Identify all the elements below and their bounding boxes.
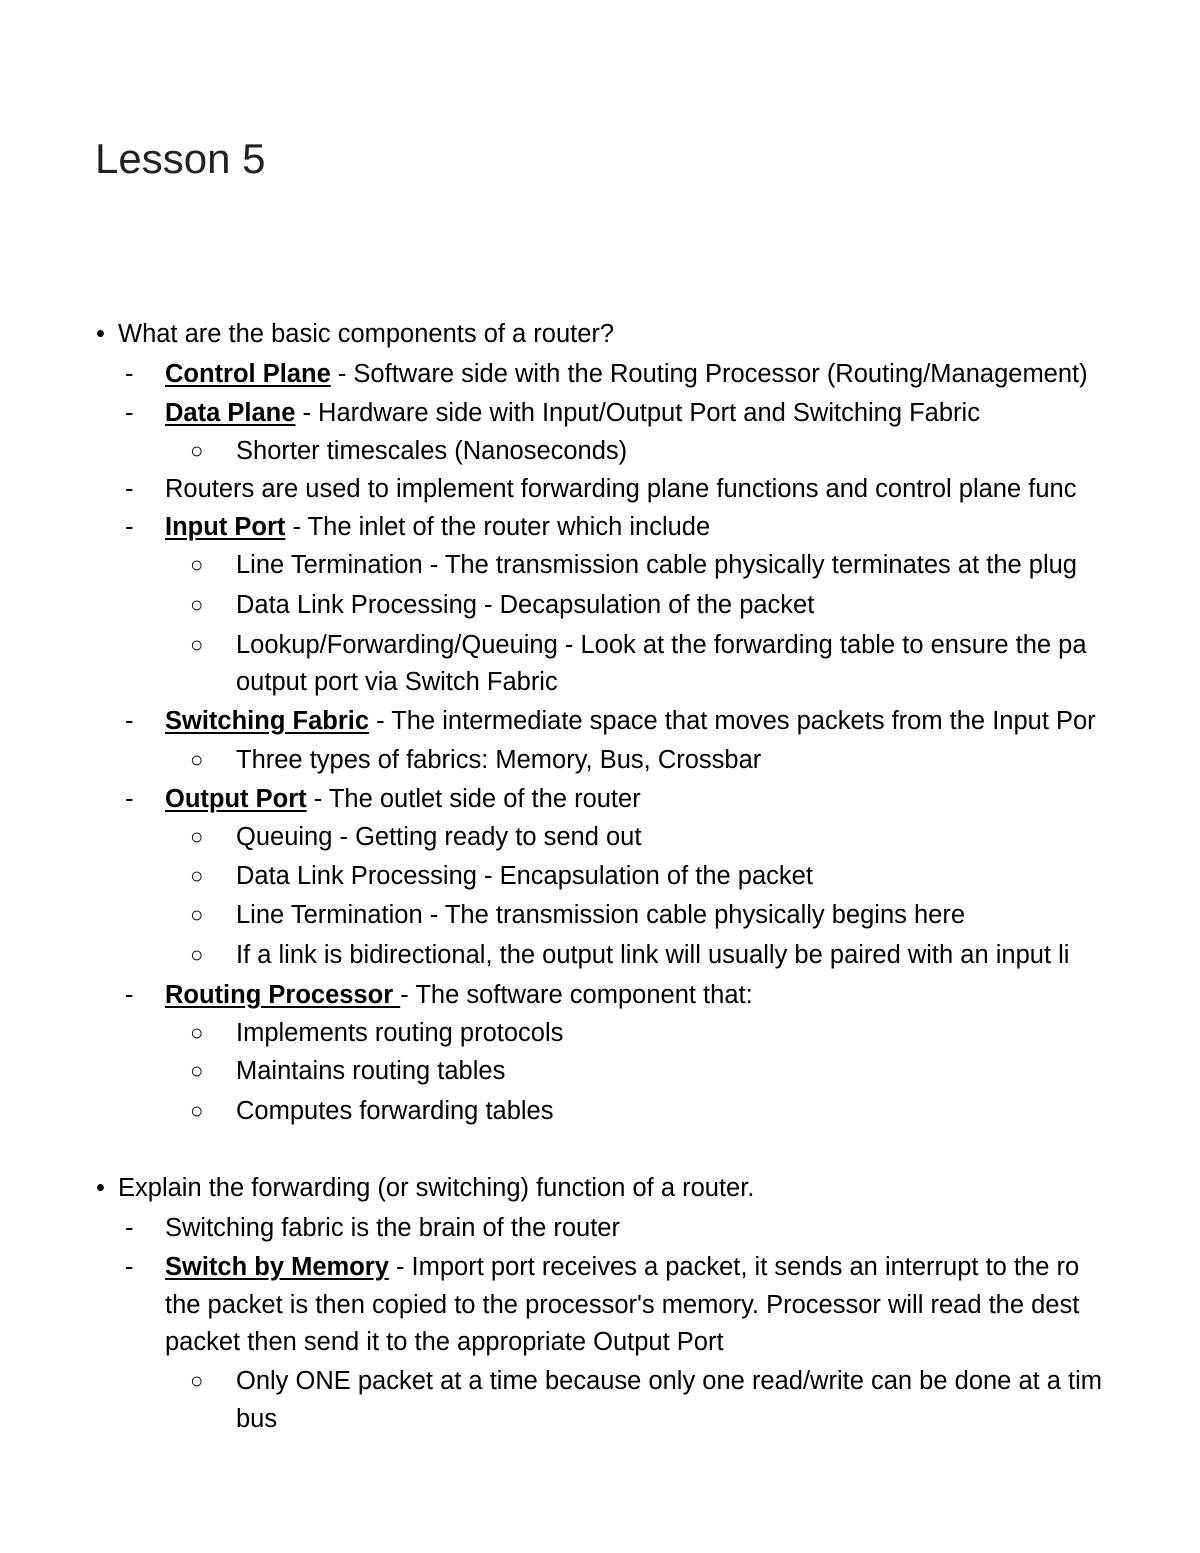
term-output-port: Output Port: [165, 785, 307, 813]
sub-item-bidirectional: If a link is bidirectional, the output link will usually be paired with an input li: [236, 941, 1070, 969]
sub-item-data-link-encap: Data Link Processing - Encapsulation of the packet: [236, 862, 813, 890]
sub-item-queuing: Queuing - Getting ready to send out: [236, 823, 642, 851]
dash-icon: -: [125, 981, 134, 1009]
dash-icon: -: [125, 1253, 134, 1281]
term-switch-by-memory: Switch by Memory: [165, 1253, 389, 1281]
switch-by-memory-line2: the packet is then copied to the processor's memory. Processor will read the dest: [165, 1291, 1080, 1319]
question-2: Explain the forwarding (or switching) function of a router.: [118, 1174, 755, 1202]
circle-bullet-icon: ○: [190, 592, 204, 617]
circle-bullet-icon: ○: [190, 438, 204, 463]
circle-bullet-icon: ○: [190, 1368, 204, 1393]
list-item-routers-used: Routers are used to implement forwarding plane functions and control plane func: [165, 475, 1077, 503]
output-port-desc: - The outlet side of the router: [306, 785, 641, 813]
sub-item-line-termination-out: Line Termination - The transmission cable physically begins here: [236, 901, 966, 929]
sub-item-one-packet-line1: Only ONE packet at a time because only one read/write can be done at a tim: [236, 1367, 1103, 1395]
switching-fabric-desc: - The intermediate space that moves packets from the Input Por: [369, 707, 1096, 735]
circle-bullet-icon: ○: [190, 632, 204, 657]
sub-item-line-termination: Line Termination - The transmission cable physically terminates at the plug: [236, 551, 1077, 579]
dash-icon: -: [125, 475, 134, 503]
list-item-data-plane: [165, 397, 980, 429]
routing-processor-desc: - The software component that:: [400, 981, 753, 1009]
circle-bullet-icon: ○: [190, 942, 204, 967]
dash-icon: -: [125, 399, 134, 427]
circle-bullet-icon: ○: [190, 552, 204, 577]
sub-item-fabric-types: Three types of fabrics: Memory, Bus, Crossbar: [236, 746, 762, 774]
dash-icon: -: [125, 785, 134, 813]
term-input-port: Input Port: [165, 513, 286, 541]
sub-item-timescales: Shorter timescales (Nanoseconds): [236, 437, 628, 465]
circle-bullet-icon: ○: [190, 902, 204, 927]
dash-icon: -: [125, 707, 134, 735]
sub-item-computes: Computes forwarding tables: [236, 1097, 554, 1125]
dash-icon: -: [125, 1214, 134, 1242]
circle-bullet-icon: ○: [190, 1020, 204, 1045]
circle-bullet-icon: ○: [190, 747, 204, 772]
list-item-input-port: [165, 511, 710, 543]
list-item-control-plane: [165, 358, 1088, 390]
page-title: Lesson 5: [95, 135, 266, 182]
sub-item-data-link-decap: Data Link Processing - Decapsulation of the packet: [236, 591, 815, 619]
term-control-plane: Control Plane: [165, 360, 331, 388]
sub-item-lookup-line1: Lookup/Forwarding/Queuing - Look at the forwarding table to ensure the pa: [236, 631, 1087, 659]
list-item-switch-by-memory: [165, 1251, 1079, 1283]
bullet-icon: •: [96, 1174, 105, 1202]
sub-item-implements: Implements routing protocols: [236, 1019, 564, 1047]
dash-icon: -: [125, 360, 134, 388]
bullet-icon: •: [96, 320, 105, 348]
circle-bullet-icon: ○: [190, 1058, 204, 1083]
switch-by-memory-line3: packet then send it to the appropriate Output Port: [165, 1328, 724, 1356]
switch-by-memory-desc: - Import port receives a packet, it sends an interrupt to the ro: [388, 1253, 1080, 1281]
dash-icon: -: [125, 513, 134, 541]
circle-bullet-icon: ○: [190, 863, 204, 888]
term-switching-fabric: Switching Fabric: [165, 707, 370, 735]
list-item-routing-processor: [165, 979, 753, 1011]
control-plane-desc: - Software side with the Routing Processor (Routing/Management): [330, 360, 1088, 388]
list-item-brain: Switching fabric is the brain of the router: [165, 1214, 620, 1242]
sub-item-one-packet-line2: bus: [236, 1405, 278, 1433]
list-item-switching-fabric: [165, 705, 1096, 737]
data-plane-desc: - Hardware side with Input/Output Port and Switching Fabric: [295, 399, 980, 427]
list-item-output-port: [165, 783, 641, 815]
sub-item-lookup-line2: output port via Switch Fabric: [236, 668, 558, 696]
input-port-desc: - The inlet of the router which include: [285, 513, 711, 541]
sub-item-maintains: Maintains routing tables: [236, 1057, 506, 1085]
circle-bullet-icon: ○: [190, 824, 204, 849]
question-1: What are the basic components of a router?: [118, 320, 615, 348]
circle-bullet-icon: ○: [190, 1098, 204, 1123]
term-routing-processor: Routing Processor: [165, 981, 401, 1009]
term-data-plane: Data Plane: [165, 399, 296, 427]
